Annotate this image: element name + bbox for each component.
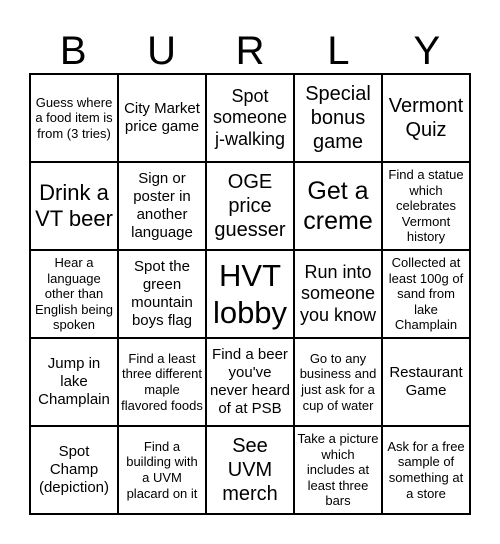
bingo-cell-r3c3[interactable] <box>206 250 294 338</box>
header-letter-y: Y <box>413 29 441 73</box>
cell-text: Take a picture which includes at least three bars <box>297 431 379 509</box>
bingo-cell-r1c5[interactable] <box>382 74 470 162</box>
header-letter-u: U <box>147 29 177 73</box>
bingo-cell-r2c2[interactable] <box>118 162 206 250</box>
cell-text: Spot Champ (depiction) <box>38 443 110 496</box>
cell-text: Drink a VT beer <box>35 179 113 231</box>
cell-text: Hear a language other than English being spoken <box>34 255 114 333</box>
bingo-cell-r1c3[interactable] <box>206 74 294 162</box>
cell-text: Find a least three different maple flavored foods <box>121 350 203 413</box>
bingo-cell-r2c5[interactable] <box>382 162 470 250</box>
bingo-cell-r2c3[interactable] <box>206 162 294 250</box>
cell-text: Find a statue which celebrates Vermont history <box>388 167 464 245</box>
bingo-cell-r4c5[interactable] <box>382 338 470 426</box>
cell-text: City Market price game <box>124 100 200 135</box>
cell-text: Spot the green mountain boys flag <box>131 258 193 329</box>
cell-text: OGE price guesser <box>214 171 286 241</box>
bingo-cell-r1c1[interactable] <box>30 74 118 162</box>
cell-text: Go to any business and just ask for a cup of water <box>299 350 377 413</box>
bingo-grid <box>29 73 471 515</box>
bingo-cell-r3c2[interactable] <box>118 250 206 338</box>
bingo-cell-r3c5[interactable] <box>382 250 470 338</box>
bingo-cell-r5c1[interactable] <box>30 426 118 514</box>
bingo-cell-r2c4[interactable] <box>294 162 382 250</box>
header-letter-b: B <box>59 29 87 73</box>
cell-text: Get a creme <box>303 177 373 235</box>
bingo-cell-r1c4[interactable] <box>294 74 382 162</box>
bingo-cell-r4c3[interactable] <box>206 338 294 426</box>
bingo-cell-r5c4[interactable] <box>294 426 382 514</box>
header-letter-r: R <box>235 29 265 73</box>
cell-text: Jump in lake Champlain <box>38 355 110 408</box>
bingo-cell-r5c5[interactable] <box>382 426 470 514</box>
cell-text: Vermont Quiz <box>388 95 464 141</box>
bingo-cell-r5c3[interactable] <box>206 426 294 514</box>
cell-text: Collected at least 100g of sand from lake Champlain <box>388 255 464 333</box>
header-letter-l: L <box>327 29 350 73</box>
bingo-header <box>29 28 471 74</box>
bingo-cell-r3c1[interactable] <box>30 250 118 338</box>
bingo-cell-r2c1[interactable] <box>30 162 118 250</box>
cell-text: HVT lobby <box>212 257 288 330</box>
bingo-cell-r4c4[interactable] <box>294 338 382 426</box>
cell-text: Special bonus game <box>305 83 371 153</box>
bingo-cell-r3c4[interactable] <box>294 250 382 338</box>
bingo-cell-r4c2[interactable] <box>118 338 206 426</box>
cell-text: See UVM merch <box>222 435 278 505</box>
cell-text: Sign or poster in another language <box>131 170 193 241</box>
cell-text: Find a beer you've never heard of at PSB <box>209 346 291 417</box>
cell-text: Find a building with a UVM placard on it <box>126 438 198 501</box>
cell-text: Restaurant Game <box>389 364 463 399</box>
cell-text: Guess where a food item is from (3 tries) <box>35 94 113 141</box>
bingo-cell-r1c2[interactable] <box>118 74 206 162</box>
bingo-cell-r4c1[interactable] <box>30 338 118 426</box>
cell-text: Ask for a free sample of something at a store <box>387 438 465 501</box>
cell-text: Run into someone you know <box>299 261 377 325</box>
cell-text: Spot someone j-walking <box>212 85 288 149</box>
bingo-cell-r5c2[interactable] <box>118 426 206 514</box>
